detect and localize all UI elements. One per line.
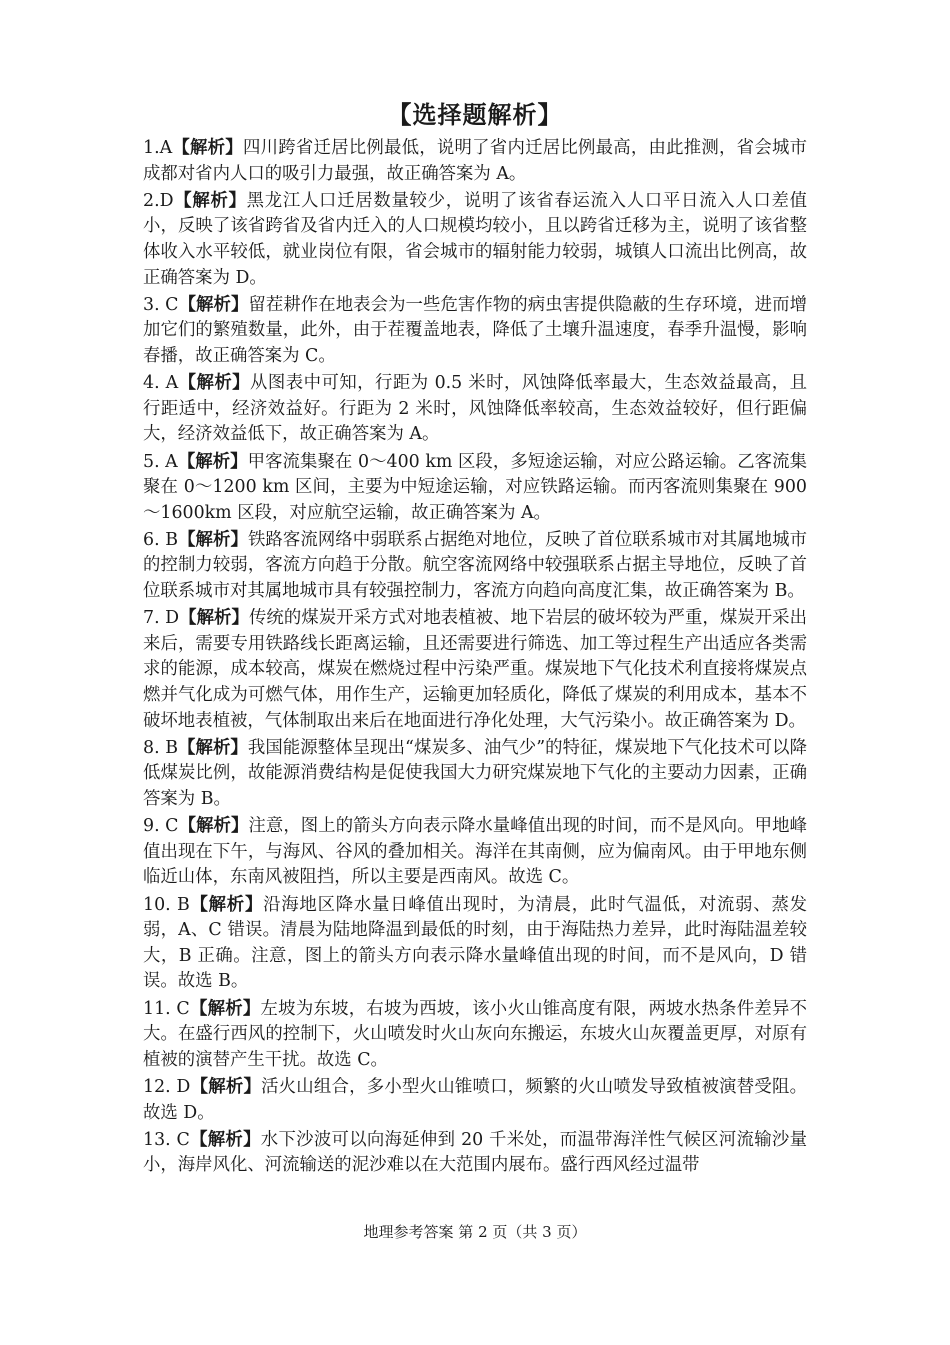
answer-item-11: 11. C【解析】左坡为东坡，右坡为西坡，该小火山锥高度有限，两坡水热条件差异不大。在盛行西风的控制下，火山喷发时火山灰向东搬运，东坡火山灰覆盖更厚，对原有植被的演替产生干扰。故选 C。 bbox=[143, 998, 807, 1070]
answer-item-1: 1.A【解析】四川跨省迁居比例最低，说明了省内迁居比例最高，由此推测，省会城市成都对省内人口的吸引力最强，故正确答案为 A。 bbox=[143, 138, 807, 184]
answer-item-3: 3. C【解析】留茬耕作在地表会为一些危害作物的病虫害提供隐蔽的生存环境，进而增加它们的繁殖数量，此外，由于茬覆盖地表，降低了土壤升温速度，春季升温慢，影响春播，故正确答案为 C。 bbox=[143, 294, 807, 366]
answer-item-2: 2.D【解析】黑龙江人口迁居数量较少，说明了该省春运流入人口平日流入人口差值小，反映了该省跨省及省内迁入的人口规模均较小，且以跨省迁移为主，说明了该省整体收入水平较低，就业岗位有限，省会城市的辐射能力较弱，城镇人口流出比例高，故正确答案为 D。 bbox=[143, 190, 807, 288]
answer-item-8: 8. B【解析】我国能源整体呈现出“煤炭多、油气少”的特征，煤炭地下气化技术可以降低煤炭比例，故能源消费结构是促使我国大力研究煤炭地下气化的主要动力因素，正确答案为 B。 bbox=[143, 737, 807, 809]
answer-item-9: 9. C【解析】注意，图上的箭头方向表示降水量峰值出现的时间，而不是风向。甲地峰值出现在下午，与海风、谷风的叠加相关。海洋在其南侧，应为偏南风。由于甲地东侧临近山体，东南风被阻挡，所以主要是西南风。故选 C。 bbox=[143, 816, 807, 888]
answer-item-10: 10. B【解析】沿海地区降水量日峰值出现时，为清晨，此时气温低，对流弱、蒸发弱，A、C 错误。清晨为陆地降温到最低的时刻，由于海陆热力差异，此时海陆温差较大，B 正确。注意，图上的箭头方向表示降水量峰值出现的时间，而不是风向，D 错误。故选 B。 bbox=[143, 894, 807, 992]
answer-item-12: 12. D【解析】活火山组合，多小型火山锥喷口，频繁的火山喷发导致植被演替受阻。故选 D。 bbox=[143, 1076, 807, 1123]
answer-list bbox=[143, 136, 807, 1180]
page-footer: 地理参考答案 第 2 页（共 3 页） bbox=[363, 1223, 587, 1241]
answer-item-5: 5. A【解析】甲客流集聚在 0～400 km 区段，多短途运输，对应公路运输。乙客流集聚在 0～1200 km 区间，主要为中短途运输，对应铁路运输。而丙客流则集聚在 900～1600km 区段，对应航空运输，故正确答案为 A。 bbox=[143, 451, 807, 523]
answer-item-4: 4. A【解析】从图表中可知，行距为 0.5 米时，风蚀降低率最大，生态效益最高，且行距适中，经济效益好。行距为 2 米时，风蚀降低率较高，生态效益较好，但行距偏大，经济效益低下，故正确答案为 A。 bbox=[143, 373, 807, 445]
answer-item-13: 13. C【解析】水下沙波可以向海延伸到 20 千米处，而温带海洋性气候区河流输沙量小，海岸风化、河流输送的泥沙难以在大范围内展布。盛行西风经过温带 bbox=[143, 1129, 807, 1176]
answer-item-6: 6. B【解析】铁路客流网络中弱联系占据绝对地位，反映了首位联系城市对其属地城市的控制力较弱，客流方向趋于分散。航空客流网络中较强联系占据主导地位，反映了首位联系城市对其属地城市具有较强控制力，客流方向趋向高度汇集，故正确答案为 B。 bbox=[143, 529, 807, 602]
section-title: 【选择题解析】 bbox=[387, 100, 563, 129]
answer-item-7: 7. D【解析】传统的煤炭开采方式对地表植被、地下岩层的破坏较为严重，煤炭开采出来后，需要专用铁路线长距离运输，且还需要进行筛选、加工等过程生产出适应各类需求的能源，成本较高，煤炭在燃烧过程中污染严重。煤炭地下气化技术利直接将煤炭点燃并气化成为可燃气体，用作生产，运输更加轻质化，降低了煤炭的利用成本，基本不破坏地表植被，气体制取出来后在地面进行净化处理，大气污染小。故正确答案为 D。 bbox=[143, 608, 807, 731]
